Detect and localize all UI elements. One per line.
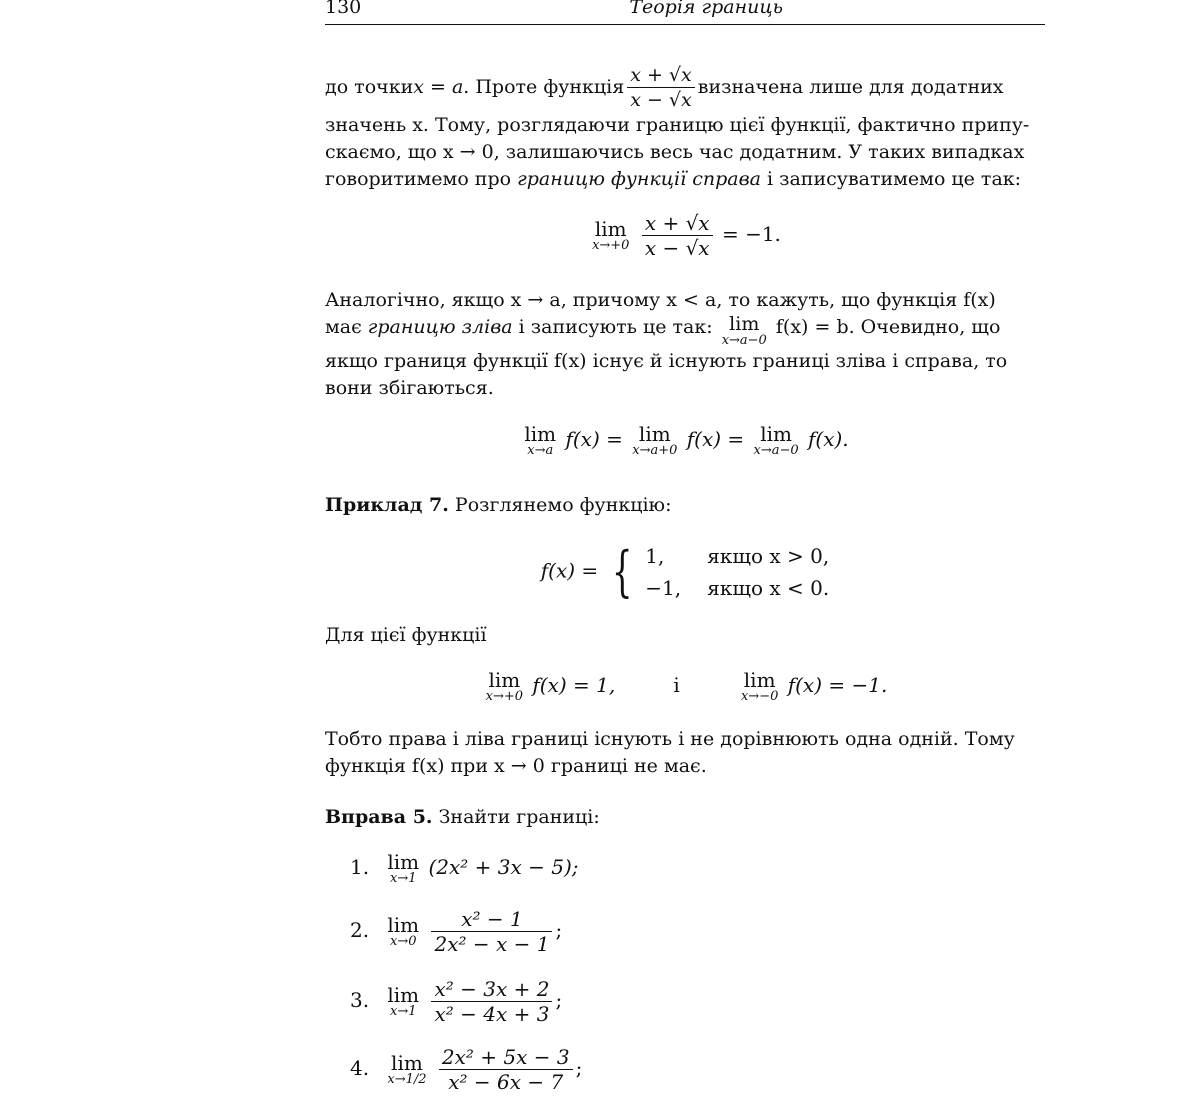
eq2-sub-3: x→a−0 <box>753 443 799 458</box>
equation-3-piecewise <box>325 540 1045 604</box>
paragraph-1 <box>325 62 1045 193</box>
item-2-den: 2x² − x − 1 <box>434 932 550 956</box>
eq2-limit-3 <box>754 424 799 457</box>
eq2-lim-2: lim <box>638 422 671 446</box>
eq3-case-2-condition: якщо x < 0. <box>707 576 830 600</box>
eq4-lim-2: lim <box>743 668 776 692</box>
eq3-case-1-condition: якщо x > 0, <box>707 544 830 568</box>
eq2-sub-2: x→a+0 <box>632 443 678 458</box>
item-1-number: 1. <box>350 855 370 879</box>
paragraph-4 <box>325 726 1045 780</box>
p1-line3: скаємо, що x → 0, залишаючись весь час додатним. У таких випадках <box>325 141 1025 163</box>
p1-text-d: визначена лише для додатних <box>697 75 1004 98</box>
paragraph-2 <box>325 287 1045 402</box>
item-1-limit <box>387 852 419 885</box>
item-2-end: ; <box>555 918 563 942</box>
eq1-lim: lim <box>594 217 627 241</box>
p1-math-b: x = a <box>413 75 464 98</box>
p2-line3: якщо границя функції f(x) існує й існують границі зліва і справа, то <box>325 350 1008 372</box>
exercise-item-4 <box>350 1046 582 1093</box>
eq3-case-2 <box>645 572 829 604</box>
item-3-end: ; <box>555 988 563 1012</box>
exercise-item-1 <box>350 852 579 885</box>
item-1-lim: lim <box>387 850 420 874</box>
p2-sub: x→a−0 <box>721 333 767 348</box>
p1-text-a: до точки <box>325 75 414 98</box>
eq2-term-3: f(x). <box>801 427 849 451</box>
item-1-sub: x→1 <box>389 871 417 886</box>
equation-2 <box>325 424 1045 457</box>
item-3-fraction <box>431 978 552 1025</box>
item-4-fraction <box>439 1046 573 1093</box>
eq1-num: x + √x <box>642 212 713 236</box>
eq3-case-1 <box>645 540 829 572</box>
left-brace: { <box>611 540 633 603</box>
item-3-limit <box>387 985 419 1018</box>
eq2-term-2: f(x) = <box>680 427 751 451</box>
item-4-den: x² − 6x − 7 <box>448 1070 564 1094</box>
item-2-sub: x→0 <box>389 934 417 949</box>
eq4-sub-2: x→−0 <box>740 689 779 704</box>
item-4-sub: x→1/2 <box>387 1072 427 1087</box>
eq4-limit-2 <box>741 670 778 703</box>
p1-line4 <box>325 166 1045 193</box>
eq2-sub-1: x→a <box>527 443 554 458</box>
paragraph-3: Для цієї функції <box>325 624 487 646</box>
example-text: Розглянемо функцію: <box>448 494 672 516</box>
item-2-number: 2. <box>350 918 370 942</box>
p2-line1: Аналогічно, якщо x → a, причому x < a, то кажуть, що функція f(x) <box>325 289 996 311</box>
eq4-lim-1: lim <box>488 668 521 692</box>
running-title: Теорія границь <box>629 0 783 18</box>
page-header <box>325 0 1045 25</box>
item-2-num: x² − 1 <box>431 908 552 932</box>
p1-line4c: і записуватимемо це так: <box>760 168 1022 190</box>
item-2-limit <box>387 915 419 948</box>
example-label: Приклад 7. <box>325 494 449 516</box>
item-4-limit <box>387 1053 426 1086</box>
p1-text-c: . Проте функція <box>463 75 625 98</box>
item-2-lim: lim <box>387 913 420 937</box>
eq3-lhs: f(x) = <box>540 558 599 583</box>
item-1-expression: (2x² + 3x − 5); <box>428 855 579 879</box>
p4-line1: Тобто права і ліва границі існують і не дорівнюють одна одній. Тому <box>325 728 1015 750</box>
item-4-end: ; <box>575 1056 583 1080</box>
eq2-limit-1 <box>524 424 556 457</box>
page-number: 130 <box>325 0 362 18</box>
eq1-sub: x→+0 <box>592 238 630 253</box>
item-4-lim: lim <box>391 1051 423 1075</box>
eq1-limit <box>592 219 629 252</box>
p2-lim: lim <box>729 313 760 335</box>
p1-line4a: говоритимемо про <box>325 168 518 190</box>
equation-4 <box>325 670 1045 703</box>
example-heading <box>325 492 1045 519</box>
exercise-item-3 <box>350 978 562 1025</box>
p2-limit <box>722 314 767 347</box>
p1-line2: значень x. Тому, розглядаючи границю цієї функції, фактично припу- <box>325 114 1030 136</box>
item-2-fraction <box>431 908 552 955</box>
exercise-label: Вправа 5. <box>325 806 433 828</box>
equation-1 <box>325 212 1045 259</box>
eq2-limit-2 <box>632 424 677 457</box>
item-4-number: 4. <box>350 1056 370 1080</box>
p1-frac-num: x + √x <box>627 64 695 88</box>
item-3-number: 3. <box>350 988 370 1012</box>
eq4-sub-1: x→+0 <box>485 689 524 704</box>
eq1-rhs: = −1. <box>721 222 781 246</box>
item-3-lim: lim <box>387 983 420 1007</box>
eq2-lim-3: lim <box>760 422 792 446</box>
p1-frac-den: x − √x <box>630 88 692 111</box>
exercise-item-2 <box>350 908 562 955</box>
item-3-sub: x→1 <box>389 1004 417 1019</box>
exercise-heading <box>325 804 1045 831</box>
item-3-num: x² − 3x + 2 <box>431 978 552 1002</box>
eq2-lim-1: lim <box>524 422 557 446</box>
eq4-and: і <box>673 673 680 697</box>
p2-line2b-italic: границю зліва <box>367 316 513 338</box>
exercise-text: Знайти границі: <box>432 806 600 828</box>
p2-line2a: має <box>325 316 368 338</box>
p2-line4: вони збігаються. <box>325 377 494 399</box>
p2-line2d: f(x) = b. Очевидно, що <box>769 316 1001 338</box>
eq3-cases <box>645 540 829 604</box>
eq1-den: x − √x <box>644 236 710 260</box>
eq3-case-1-value: 1, <box>645 544 665 568</box>
item-4-num: 2x² + 5x − 3 <box>439 1046 573 1070</box>
p4-line2: функція f(x) при x → 0 границі не має. <box>325 755 707 777</box>
p2-line2c: і записують це так: <box>512 316 719 338</box>
item-3-den: x² − 4x + 3 <box>434 1002 550 1026</box>
eq1-fraction <box>642 212 713 259</box>
eq4-term-2: f(x) = −1. <box>781 673 888 697</box>
p1-fraction <box>627 64 695 111</box>
eq2-term-1: f(x) = <box>559 427 630 451</box>
eq4-limit-1 <box>486 670 523 703</box>
eq4-term-1: f(x) = 1, <box>526 673 616 697</box>
p2-line2 <box>325 314 1045 348</box>
p1-line4b-italic: границю функції справа <box>517 168 761 190</box>
eq3-case-2-value: −1, <box>645 576 682 600</box>
